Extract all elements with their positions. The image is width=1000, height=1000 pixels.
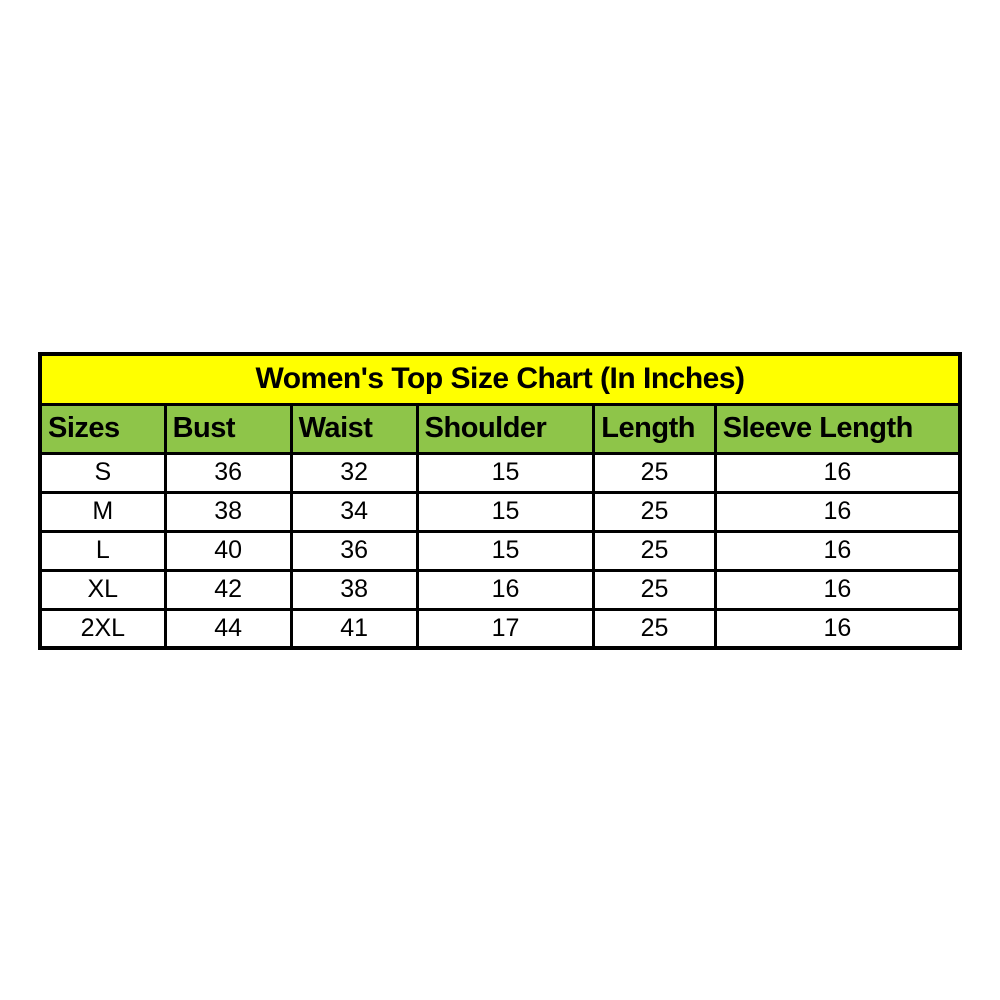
table-title: Women's Top Size Chart (In Inches) [40, 354, 960, 404]
length-value: 25 [594, 570, 715, 609]
sleeve-length-value: 16 [715, 492, 960, 531]
waist-value: 34 [291, 492, 417, 531]
length-value: 25 [594, 492, 715, 531]
waist-value: 38 [291, 570, 417, 609]
size-label: S [40, 453, 165, 492]
column-header-waist: Waist [291, 404, 417, 453]
column-header-shoulder: Shoulder [417, 404, 594, 453]
table-row-s [40, 453, 960, 492]
shoulder-value: 15 [417, 453, 594, 492]
waist-value: 32 [291, 453, 417, 492]
size-chart-table [38, 352, 962, 650]
table-row-l [40, 531, 960, 570]
shoulder-value: 17 [417, 609, 594, 648]
length-value: 25 [594, 609, 715, 648]
bust-value: 42 [165, 570, 291, 609]
waist-value: 41 [291, 609, 417, 648]
size-label: XL [40, 570, 165, 609]
sleeve-length-value: 16 [715, 453, 960, 492]
bust-value: 40 [165, 531, 291, 570]
size-label: 2XL [40, 609, 165, 648]
column-header-sleeve-length: Sleeve Length [715, 404, 960, 453]
length-value: 25 [594, 453, 715, 492]
column-header-bust: Bust [165, 404, 291, 453]
sleeve-length-value: 16 [715, 531, 960, 570]
bust-value: 36 [165, 453, 291, 492]
header-row [40, 404, 960, 453]
shoulder-value: 15 [417, 492, 594, 531]
size-chart-container [38, 352, 962, 650]
table-row-m [40, 492, 960, 531]
size-label: M [40, 492, 165, 531]
waist-value: 36 [291, 531, 417, 570]
title-row [40, 354, 960, 404]
sleeve-length-value: 16 [715, 570, 960, 609]
bust-value: 38 [165, 492, 291, 531]
shoulder-value: 15 [417, 531, 594, 570]
sleeve-length-value: 16 [715, 609, 960, 648]
column-header-length: Length [594, 404, 715, 453]
column-header-sizes: Sizes [40, 404, 165, 453]
bust-value: 44 [165, 609, 291, 648]
table-row-xl [40, 570, 960, 609]
shoulder-value: 16 [417, 570, 594, 609]
length-value: 25 [594, 531, 715, 570]
size-label: L [40, 531, 165, 570]
table-row-2xl [40, 609, 960, 648]
